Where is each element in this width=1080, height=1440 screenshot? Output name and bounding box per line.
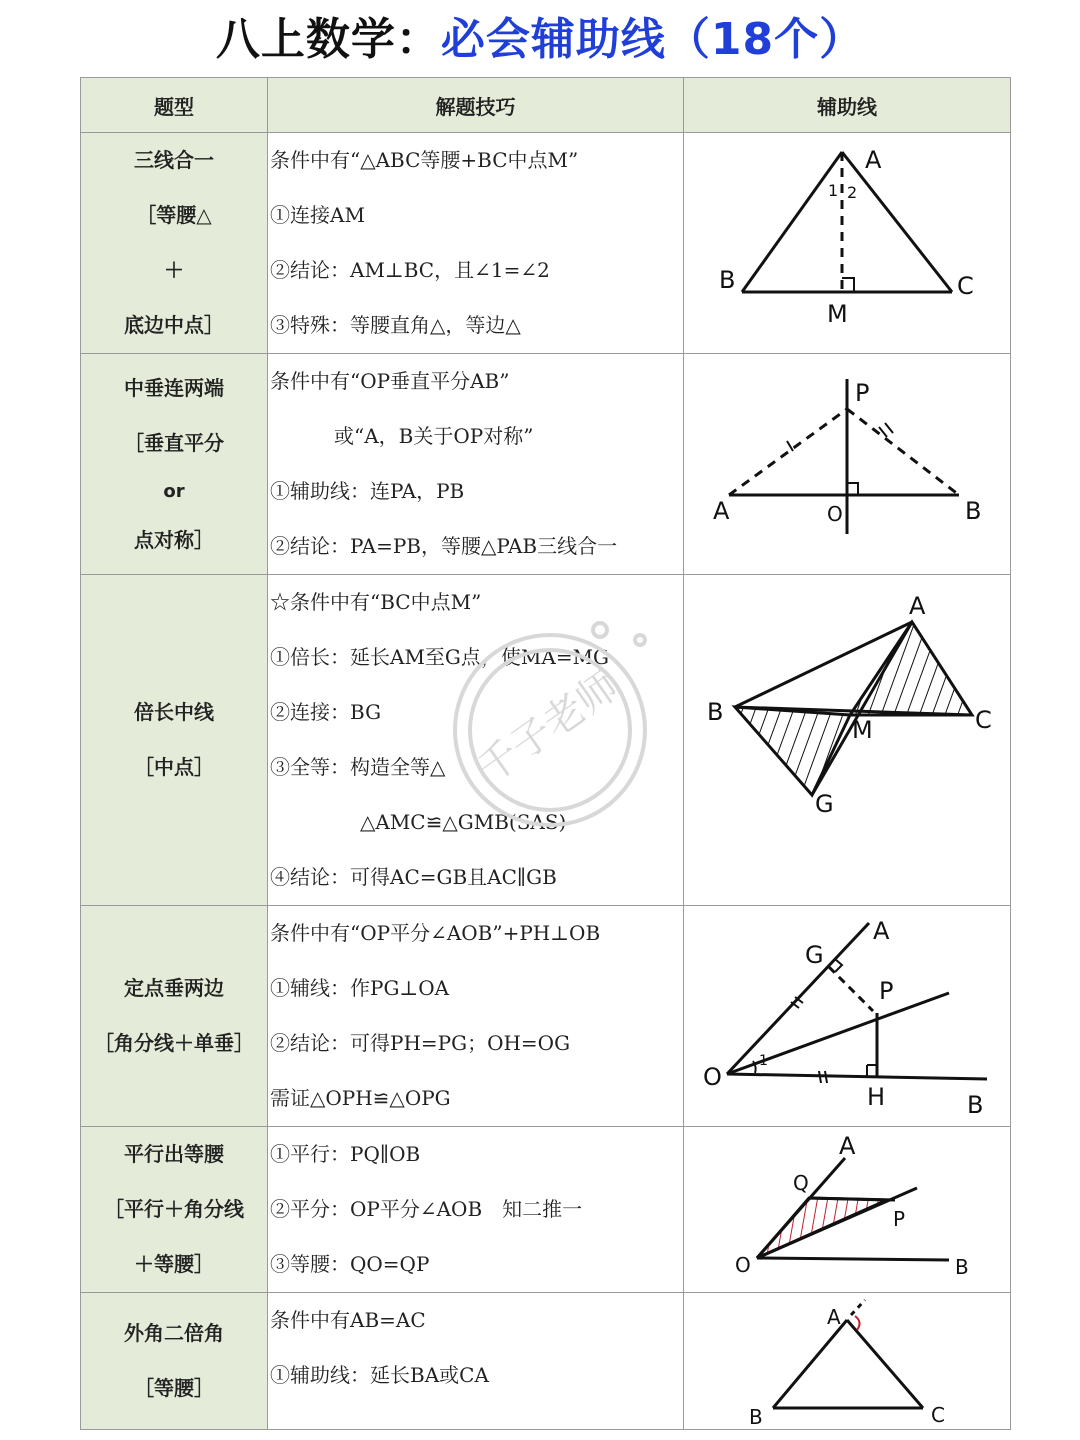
type-cell	[81, 906, 268, 1127]
label-G: G	[805, 941, 824, 969]
aux-line-table	[80, 77, 1011, 1430]
label-B: B	[719, 266, 736, 294]
figure-cell	[684, 133, 1011, 354]
tips-cell	[268, 575, 684, 906]
type-line: 中垂连两端	[124, 375, 224, 400]
tips-cell	[268, 133, 684, 354]
table-row	[81, 133, 1011, 354]
tips-cell	[268, 906, 684, 1127]
tip-line: ①倍长：延长AM至G点，使MA=MG	[270, 645, 610, 669]
angle-bisector-perpendicular-figure	[687, 909, 1007, 1123]
label-A: A	[713, 497, 730, 525]
label-P: P	[855, 379, 870, 407]
tip-line: ③全等：构造全等△	[270, 755, 446, 779]
label-angle-1: 1	[759, 1053, 768, 1069]
tip-line: 条件中有“△ABC等腰+BC中点M”	[270, 148, 579, 172]
type-line: ［平行＋角分线	[104, 1197, 244, 1221]
exterior-angle-figure	[687, 1296, 1007, 1426]
tip-line: ①连接AM	[270, 203, 365, 227]
type-cell	[81, 1293, 268, 1430]
label-C: C	[931, 1403, 945, 1426]
tip-line: ③等腰：QO=QP	[270, 1252, 430, 1276]
tip-line: ①辅助线：延长BA或CA	[270, 1363, 489, 1387]
tip-line: ①平行：PQ∥OB	[270, 1142, 421, 1166]
label-H: H	[867, 1083, 886, 1111]
figure-cell	[684, 1293, 1011, 1430]
isosceles-midpoint-figure	[687, 138, 1007, 348]
table-row	[81, 1293, 1011, 1430]
type-line: 底边中点］	[124, 313, 224, 337]
tips-cell	[268, 1127, 684, 1293]
table-row	[81, 1127, 1011, 1293]
type-line: 定点垂两边	[124, 976, 224, 1000]
tip-line: ②平分：OP平分∠AOB 知二推一	[270, 1197, 583, 1221]
watermark-text: 千子老师	[469, 662, 628, 793]
page-title	[0, 6, 1080, 74]
label-A: A	[873, 917, 890, 945]
type-line: 点对称］	[134, 527, 214, 552]
label-B: B	[707, 698, 724, 726]
label-G: G	[815, 790, 834, 818]
label-B: B	[955, 1254, 969, 1279]
label-B: B	[749, 1405, 763, 1426]
label-C: C	[975, 706, 992, 734]
figure-cell	[684, 575, 1011, 906]
header-type: 题型	[81, 78, 268, 133]
tip-line: 条件中有“OP平分∠AOB”+PH⊥OB	[270, 921, 601, 945]
type-line: ［角分线＋单垂］	[94, 1031, 254, 1055]
header-figure: 辅助线	[684, 78, 1011, 133]
figure-cell	[684, 906, 1011, 1127]
figure-cell	[684, 354, 1011, 575]
type-line: ＋	[164, 258, 184, 282]
perpendicular-bisector-figure	[687, 359, 1007, 569]
label-M: M	[852, 716, 873, 744]
tips-cell	[268, 354, 684, 575]
table-row	[81, 906, 1011, 1127]
tip-line: ②连接：BG	[270, 700, 382, 724]
label-P: P	[893, 1206, 906, 1231]
tip-line: 或“A，B关于OP对称”	[334, 424, 534, 448]
tip-line: 条件中有“OP垂直平分AB”	[270, 369, 510, 393]
type-line: ［等腰△	[136, 203, 212, 227]
figure-cell	[684, 1127, 1011, 1293]
type-line: 三线合一	[134, 148, 214, 172]
label-A: A	[827, 1305, 841, 1329]
tip-line: ④结论：可得AC=GB且AC∥GB	[270, 865, 557, 889]
tip-line: △AMC≌△GMB(SAS)	[360, 810, 567, 834]
tip-line: ☆条件中有“BC中点M”	[270, 590, 482, 614]
type-line: ［等腰］	[134, 1376, 214, 1400]
type-cell	[81, 354, 268, 575]
table-row	[81, 354, 1011, 575]
label-angle-1: 1	[828, 181, 839, 200]
type-line: 平行出等腰	[124, 1142, 224, 1166]
type-line: ＋等腰］	[134, 1252, 214, 1276]
label-P: P	[879, 977, 894, 1005]
header-row	[81, 78, 1011, 133]
tip-line: ②结论：可得PH=PG；OH=OG	[270, 1031, 571, 1055]
label-O: O	[735, 1252, 751, 1277]
tip-line: ②结论：PA=PB，等腰△PAB三线合一	[270, 534, 618, 558]
tip-line: ③特殊：等腰直角△，等边△	[270, 313, 521, 337]
tip-line: 条件中有AB=AC	[270, 1308, 426, 1332]
type-cell	[81, 133, 268, 354]
type-cell	[81, 575, 268, 906]
type-line: ［中点］	[134, 755, 214, 779]
title-black: 八上数学：	[215, 14, 441, 65]
label-O: O	[827, 502, 843, 526]
tip-line: ②结论：AM⊥BC，且∠1=∠2	[270, 258, 550, 282]
tip-line: ①辅线：作PG⊥OA	[270, 976, 450, 1000]
type-line: 倍长中线	[134, 700, 214, 724]
label-A: A	[865, 146, 882, 174]
tips-cell	[268, 1293, 684, 1430]
parallel-isosceles-figure	[687, 1130, 1007, 1290]
header-tips: 解题技巧	[268, 78, 684, 133]
label-O: O	[703, 1063, 722, 1091]
type-line: 外角二倍角	[124, 1321, 224, 1345]
label-C: C	[957, 272, 974, 300]
tip-line: 需证△OPH≌△OPG	[270, 1086, 451, 1110]
label-Q: Q	[793, 1170, 809, 1195]
double-median-figure	[687, 580, 1007, 900]
label-B: B	[965, 497, 982, 525]
type-line: or	[163, 480, 185, 502]
title-blue: 必会辅助线（18个）	[440, 14, 865, 65]
label-A: A	[839, 1131, 856, 1160]
label-A: A	[909, 592, 926, 620]
label-B: B	[967, 1091, 984, 1119]
tip-line: ①辅助线：连PA，PB	[270, 479, 465, 503]
table-row	[81, 575, 1011, 906]
label-M: M	[827, 300, 848, 328]
label-angle-2: 2	[847, 183, 858, 202]
type-cell	[81, 1127, 268, 1293]
type-line: ［垂直平分	[124, 430, 224, 455]
